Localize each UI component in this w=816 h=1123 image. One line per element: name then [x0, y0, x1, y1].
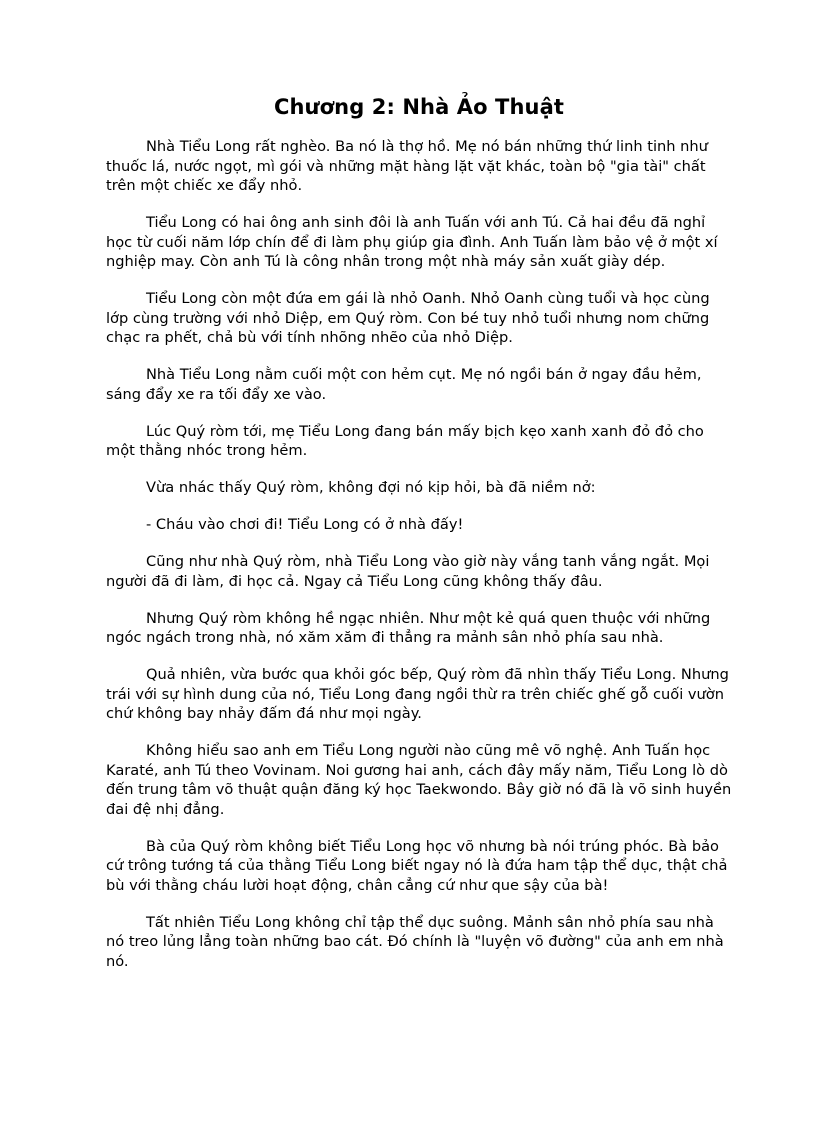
- paragraph-11: Không hiểu sao anh em Tiểu Long người nào cũng mê võ nghệ. Anh Tuấn học Karaté, anh Tú theo Vovinam. Noi gương hai anh, cách đây mấy năm, Tiểu Long lò dò đến trung tâm võ thuật quận đăng ký học Taekwondo. Bây giờ nó đã là võ sinh huyền đai đệ nhị đẳng.: [106, 742, 732, 818]
- paragraph-1: Nhà Tiểu Long rất nghèo. Ba nó là thợ hồ. Mẹ nó bán những thứ linh tinh như thuốc lá, nước ngọt, mì gói và những mặt hàng lặt vặt khác, toàn bộ "gia tài" chất trên một chiếc xe đẩy nhỏ.: [106, 138, 708, 194]
- paragraph-4: Nhà Tiểu Long nằm cuối một con hẻm cụt. Mẹ nó ngồi bán ở ngay đầu hẻm, sáng đẩy xe ra tối đẩy xe vào.: [106, 366, 702, 403]
- paragraph-10: Quả nhiên, vừa bước qua khỏi góc bếp, Quý ròm đã nhìn thấy Tiểu Long. Nhưng trái với sự hình dung của nó, Tiểu Long đang ngồi thừ ra trên chiếc ghế gỗ cuối vườn chứ không bay nhảy đấm đá như mọi ngày.: [106, 666, 729, 722]
- paragraph-8: Cũng như nhà Quý ròm, nhà Tiểu Long vào giờ này vắng tanh vắng ngắt. Mọi người đã đi làm, đi học cả. Ngay cả Tiểu Long cũng không thấy đâu.: [106, 553, 710, 590]
- document-page: [106, 92, 732, 989]
- paragraph-3: Tiểu Long còn một đứa em gái là nhỏ Oanh. Nhỏ Oanh cùng tuổi và học cùng lớp cùng trường với nhỏ Diệp, em Quý ròm. Con bé tuy nhỏ tuổi nhưng nom chững chạc ra phết, chả bù với tính nhõng nhẽo của nhỏ Diệp.: [106, 290, 710, 346]
- paragraph-6: Vừa nhác thấy Quý ròm, không đợi nó kịp hỏi, bà đã niềm nở:: [146, 479, 596, 496]
- paragraph-9: Nhưng Quý ròm không hề ngạc nhiên. Như một kẻ quá quen thuộc với những ngóc ngách trong nhà, nó xăm xăm đi thẳng ra mảnh sân nhỏ phía sau nhà.: [106, 609, 711, 646]
- paragraph-12: Bà của Quý ròm không biết Tiểu Long học võ nhưng bà nói trúng phóc. Bà bảo cứ trông tướng tá của thằng Tiểu Long biết ngay nó là đứa ham tập thể dục, thật chả bù với thằng cháu lười hoạt động, chân cẳng cứ như que sậy của bà!: [106, 837, 728, 894]
- paragraph-5: Lúc Quý ròm tới, mẹ Tiểu Long đang bán mấy bịch kẹo xanh xanh đỏ đỏ cho một thằng nhóc trong hẻm.: [106, 422, 704, 459]
- chapter-title: Chương 2: Nhà Ảo Thuật: [274, 95, 564, 119]
- paragraph-2: Tiểu Long có hai ông anh sinh đôi là anh Tuấn với anh Tú. Cả hai đều đã nghỉ học từ cuối năm lớp chín để đi làm phụ giúp gia đình. Anh Tuấn làm bảo vệ ở một xí nghiệp may. Còn anh Tú là công nhân trong một nhà máy sản xuất giày dép.: [106, 214, 718, 270]
- paragraph-13: Tất nhiên Tiểu Long không chỉ tập thể dục suông. Mảnh sân nhỏ phía sau nhà nó treo lủng lẳng toàn những bao cát. Đó chính là "luyện võ đường" của anh em nhà nó.: [106, 913, 724, 970]
- paragraph-7: - Cháu vào chơi đi! Tiểu Long có ở nhà đấy!: [146, 516, 464, 533]
